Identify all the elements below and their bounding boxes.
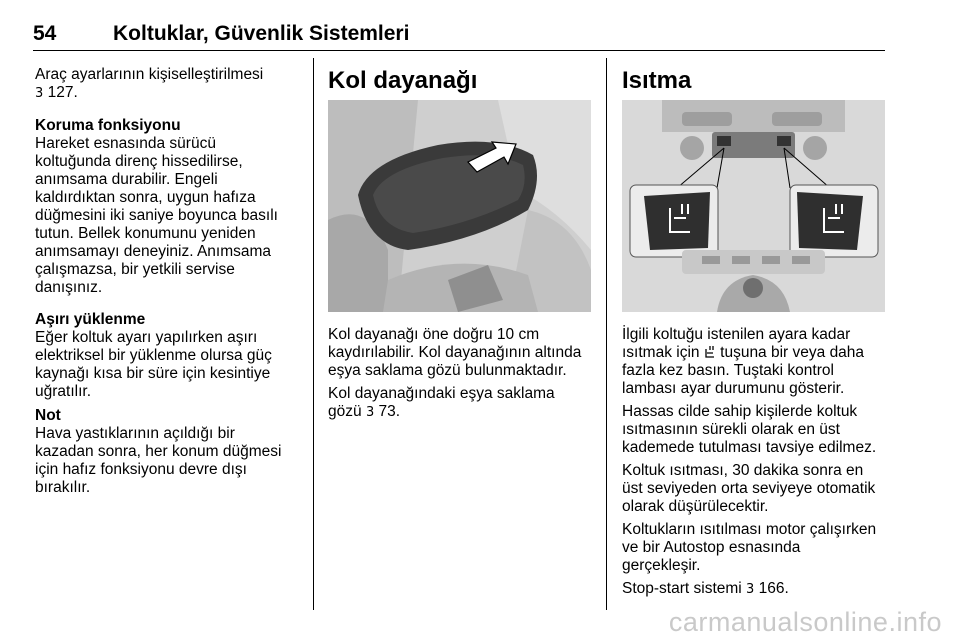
heating-paragraph-2 <box>622 403 894 457</box>
text-line: kazadan sonra, her konum düğmesi <box>35 443 282 460</box>
text-line: için hafız fonksiyonu devre dışı <box>35 461 247 478</box>
text-line: Stop-start sistemi <box>622 580 742 597</box>
text-line: bırakılır. <box>35 479 91 496</box>
heating-paragraph-5 <box>622 580 894 599</box>
page-title: Koltuklar, Güvenlik Sistemleri <box>113 22 410 45</box>
asiri-heading: Aşırı yüklenme <box>35 311 146 328</box>
text-line: anımsamayı deneyiniz. Anımsama <box>35 243 272 260</box>
text-line: Koltukların ısıtılması motor çalışırken <box>622 521 877 538</box>
text-line: eşya saklama gözü bulunmaktadır. <box>328 362 567 379</box>
text-line: uğratılır. <box>35 383 91 400</box>
right-column <box>622 326 894 613</box>
text-line: düğmesini iki saniye boyunca basılı <box>35 207 278 224</box>
heating-paragraph-1 <box>622 326 894 398</box>
page-ref-link[interactable]: 166. <box>758 580 789 597</box>
seat-heating-figure <box>622 100 885 312</box>
text-line: kaldırdıktan sonra, uygun hafıza <box>35 189 256 206</box>
watermark: carmanualsonline.info <box>668 607 942 637</box>
page-ref-icon: 3 <box>746 582 755 597</box>
text-line: ısıtmasının sürekli olarak en üst <box>622 421 840 438</box>
seat-heating-illustration <box>622 100 885 312</box>
text-line: Hava yastıklarının açıldığı bir <box>35 425 235 442</box>
text-line: lambası ayar durumunu gösterir. <box>622 380 845 397</box>
text-line: kaydırılabilir. Kol dayanağının altında <box>328 344 582 361</box>
text-line: Eğer koltuk ayarı yapılırken aşırı <box>35 329 258 346</box>
column-divider-right <box>606 58 607 610</box>
text-line: İlgili koltuğu istenilen ayara kadar <box>622 326 851 343</box>
asiri-section <box>35 311 307 401</box>
text-line: gerçekleşir. <box>622 557 701 574</box>
text-line: koltuğunda direnç hissedilirse, <box>35 153 243 170</box>
text-line: çalışmazsa, bir yetkili servise <box>35 261 235 278</box>
isitma-heading: Isıtma <box>622 67 692 94</box>
text-line: Kol dayanağındaki eşya saklama <box>328 385 555 402</box>
text-line: danışınız. <box>35 279 103 296</box>
kol-dayanagi-heading: Kol dayanağı <box>328 67 478 94</box>
text-line: tutun. Bellek konumunu yeniden <box>35 225 256 242</box>
page-number: 54 <box>33 22 57 45</box>
armrest-illustration <box>328 100 591 312</box>
column-divider-left <box>313 58 314 610</box>
text-line: kademede tutulması tavsiye edilmez. <box>622 439 877 456</box>
armrest-paragraph-1 <box>328 326 600 380</box>
note-heading: Not <box>35 407 61 424</box>
text-line: ısıtmak için <box>622 344 700 361</box>
left-column <box>35 66 307 511</box>
text-line: Koltuk ısıtması, 30 dakika sonra en <box>622 462 864 479</box>
page-header <box>33 22 885 51</box>
text-line: gözü <box>328 403 362 420</box>
text-line: üst seviyeden orta seviyeye otomatik <box>622 480 876 497</box>
text-line: fazla kez basın. Tuştaki kontrol <box>622 362 834 379</box>
text-line: Hareket esnasında sürücü <box>35 135 216 152</box>
koruma-heading: Koruma fonksiyonu <box>35 117 181 134</box>
page-ref-link[interactable]: 73. <box>378 403 401 420</box>
text-line: Hassas cilde sahip kişilerde koltuk <box>622 403 858 420</box>
text-line: olarak düşürülecektir. <box>622 498 769 515</box>
koruma-section <box>35 117 307 297</box>
heating-paragraph-3 <box>622 462 894 516</box>
text-line: elektriksel bir yüklenme olursa güç <box>35 347 272 364</box>
page-ref-link[interactable]: 127. <box>47 84 78 101</box>
page-ref-icon: 3 <box>365 405 375 420</box>
text-line: anımsama durabilir. Engeli <box>35 171 218 188</box>
armrest-figure <box>328 100 591 312</box>
text-line: Kol dayanağı öne doğru 10 cm <box>328 326 540 343</box>
page-ref-icon: 3 <box>35 86 44 101</box>
heating-paragraph-4 <box>622 521 894 575</box>
intro-paragraph <box>35 66 307 103</box>
intro-line: Araç ayarlarının kişiselleştirilmesi <box>35 66 264 83</box>
seat-heating-icon <box>704 345 716 359</box>
text-line: kaynağı kısa bir süre için kesintiye <box>35 365 271 382</box>
text-line: tuşuna bir veya daha <box>720 344 865 361</box>
armrest-paragraph-2 <box>328 385 600 422</box>
note-block <box>35 407 307 497</box>
text-line: ve bir Autostop esnasında <box>622 539 801 556</box>
middle-column <box>328 326 600 436</box>
